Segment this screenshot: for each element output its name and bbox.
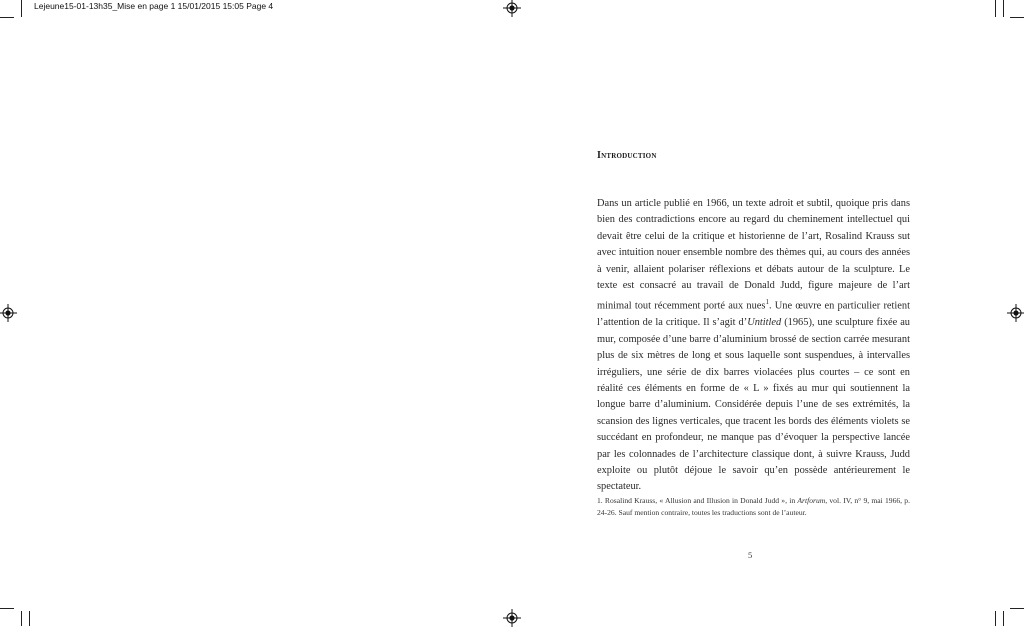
registration-mark-icon <box>0 304 17 322</box>
registration-mark-icon <box>503 0 521 17</box>
journal-title: Artforum <box>797 496 826 505</box>
text-run: 1. Rosalind Krauss, « Allusion and Illusion in Donald Judd », in <box>597 496 798 505</box>
crop-mark <box>21 0 22 17</box>
artwork-title: Untitled <box>747 317 782 329</box>
crop-mark <box>1003 611 1004 626</box>
footnote-ref: 1 <box>765 298 769 307</box>
text-run: , vol. IV, n° 9, mai 1966, p. 24-26. Sauf mention contraire, toutes les traductions sont de l’auteur. <box>597 496 910 517</box>
crop-mark <box>0 17 14 18</box>
paragraph <box>597 196 910 496</box>
crop-mark <box>21 611 22 626</box>
crop-mark <box>29 611 30 626</box>
registration-mark-icon <box>1007 304 1024 322</box>
footnote-text <box>597 495 910 519</box>
crop-mark <box>995 0 996 17</box>
printer-slug: Lejeune15-01-13h35_Mise en page 1 15/01/2015 15:05 Page 4 <box>34 1 274 11</box>
footnote <box>597 495 910 519</box>
body-text <box>597 196 910 496</box>
registration-mark-icon <box>503 609 521 627</box>
crop-mark <box>995 611 996 626</box>
page-number: 5 <box>748 550 753 560</box>
crop-mark <box>0 608 14 609</box>
crop-mark <box>1010 17 1024 18</box>
chapter-heading: Introduction <box>597 150 657 161</box>
text-run: Dans un article publié en 1966, un texte adroit et subtil, quoique pris dans bien des contradictions encore au regard du cheminement intellectuel qui devait être celui de la critique et historienne de l’art, Rosalind Krauss sut avec intuition nouer ensemble nombre des thèmes qui, au cours des années à venir, allaient polariser réflexions et débats autour de la sculpture. Le texte est consacré au travail de Donald Judd, figure majeure de l’art minimal tout récemment porté aux nues <box>597 198 910 312</box>
text-run: . Une œuvre en particulier retient l’attention de la critique. Il s’agit d’ <box>597 300 910 329</box>
crop-mark <box>1010 608 1024 609</box>
crop-mark <box>1003 0 1004 17</box>
text-run: (1965), une sculpture fixée au mur, composée d’une barre d’aluminium brossé de section carrée mesurant plus de six mètres de long et sous laquelle sont suspendues, à intervalles irréguliers, une série de dix barres violacées plus courtes – ce sont en réalité ces éléments en forme de « L » fixés au mur qui soutiennent la longue barre d’aluminium. Considérée depuis l’une de ses extrémités, la scansion des lignes verticales, que tracent les bords des éléments violets se succédant en profondeur, ne manque pas d’évoquer la perspective lancée par les colonnades de l’architecture classique dont, à suivre Krauss, Judd exploite ou plutôt déjoue le savoir qu’en possède antérieurement le spectateur. <box>597 317 910 493</box>
